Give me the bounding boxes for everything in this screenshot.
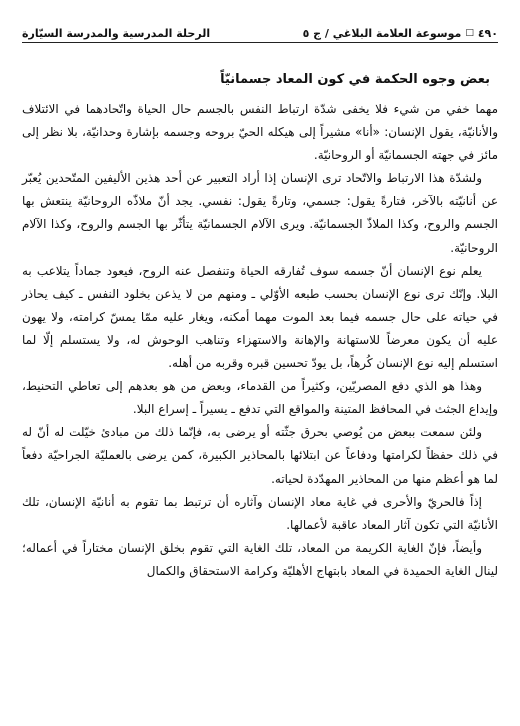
paragraph: ولشدّة هذا الارتباط والاتّحاد ترى الإنسان إذا أراد التعبير عن أحد هذين الأليفين المتّحدين يُعبّر عن أنانيّته بالآخر، فتارةً يقول: جسمي، وتارةً يقول: نفسي. يجد أنّ ملاذّه الروحانيّة ينتعش بها الجسم والروح، وكذا الملاذّ الجسمانيّة. ويرى الآلام الجسمانيّة يتأثّر بها الجسم والروح، وكذا الآلام الروحانيّة.	[22, 171, 498, 255]
paragraph: إذاً فالحريّ والأحرى في غاية معاد الإنسان وآثاره أن ترتبط بما تقوم به أنانيّة الإنسان، تلك الأنانيّة التي تكون آثار المعاد عاقبة لأعمالها.	[22, 494, 498, 532]
paragraph: مهما خفي من شيء فلا يخفى شدّة ارتباط النفس بالجسم حال الحياة واتّحادهما في الائتلاف والأنانيّة، يقول الإنسان: «أنا» مشيراً إلى هيكله الحيّ بروحه وجسمه بإشارة وحدانيّة، بلا نظر إلى مائز في جهته الجسمانيّة أو الروحانيّة.	[22, 102, 498, 163]
page-number: ٤٩٠	[477, 26, 498, 40]
chapter-title: الرحلة المدرسية والمدرسة السيّارة	[22, 26, 211, 40]
paragraph: يعلم نوع الإنسان أنّ جسمه سوف تُفارقه الحياة وتنفصل عنه الروح، فيعود جماداً يتلاعب به البلا. وإنّك ترى نوع الإنسان بحسب طبعه الأوّلي ـ ومنهم من لا يذعن بخلود النفس ـ كيف يحاذر في حياته على حال جسمه فيما بعد الموت مهما أمكنه، ويغار عليه ممّا يمسّ كرامته، ولا يهون عليه أن يكون معرضاً للاستهانة والإهانة والاستهزاء وتناهب الوحوش له، ولا يستسلم إلّا لما استسلم إليه نوع الإنسان كُرهاً، بل يودّ تحسين قبره وقربه من أهله.	[22, 263, 498, 371]
body-text	[22, 98, 498, 583]
square-separator-icon: □	[465, 28, 474, 38]
work-title: موسوعة العلامة البلاغي / ج ٥	[302, 26, 462, 40]
paragraph: وهذا هو الذي دفع المصريّين، وكثيراً من القدماء، وبعض من هو بعدهم إلى تعاطي التحنيط، وإيداع الجثث في المحافظ المتينة والمواقع التي تدفع ـ يسيراً ـ إسراع البلا.	[22, 379, 498, 417]
running-head-right	[303, 27, 498, 40]
header-rule	[22, 42, 498, 43]
section-title: بعض وجوه الحكمة في كون المعاد جسمانيّاً	[220, 72, 490, 87]
paragraph: ولئن سمعت ببعض من يُوصي بحرق جثّته أو يرضى به، فإنّما ذلك من مبادئ خيّلت له أنّ له في ذلك حفظاً لكرامتها ودفاعاً عن ابتلائها بالمحاذير الكبيرة، كمن يرضى بالعمليّة الجراحيّة دفعاً لما هو أعظم منها من المحاذير المهدّدة لحياته.	[22, 425, 498, 486]
running-head	[22, 24, 498, 42]
paragraph: وأيضاً، فإنّ الغاية الكريمة من المعاد، تلك الغاية التي تقوم بخلق الإنسان مختاراً في أعماله؛ لينال الغاية الحميدة في المعاد بابتهاج الأهليّة وكرامة الاستحقاق والكمال	[22, 540, 498, 578]
